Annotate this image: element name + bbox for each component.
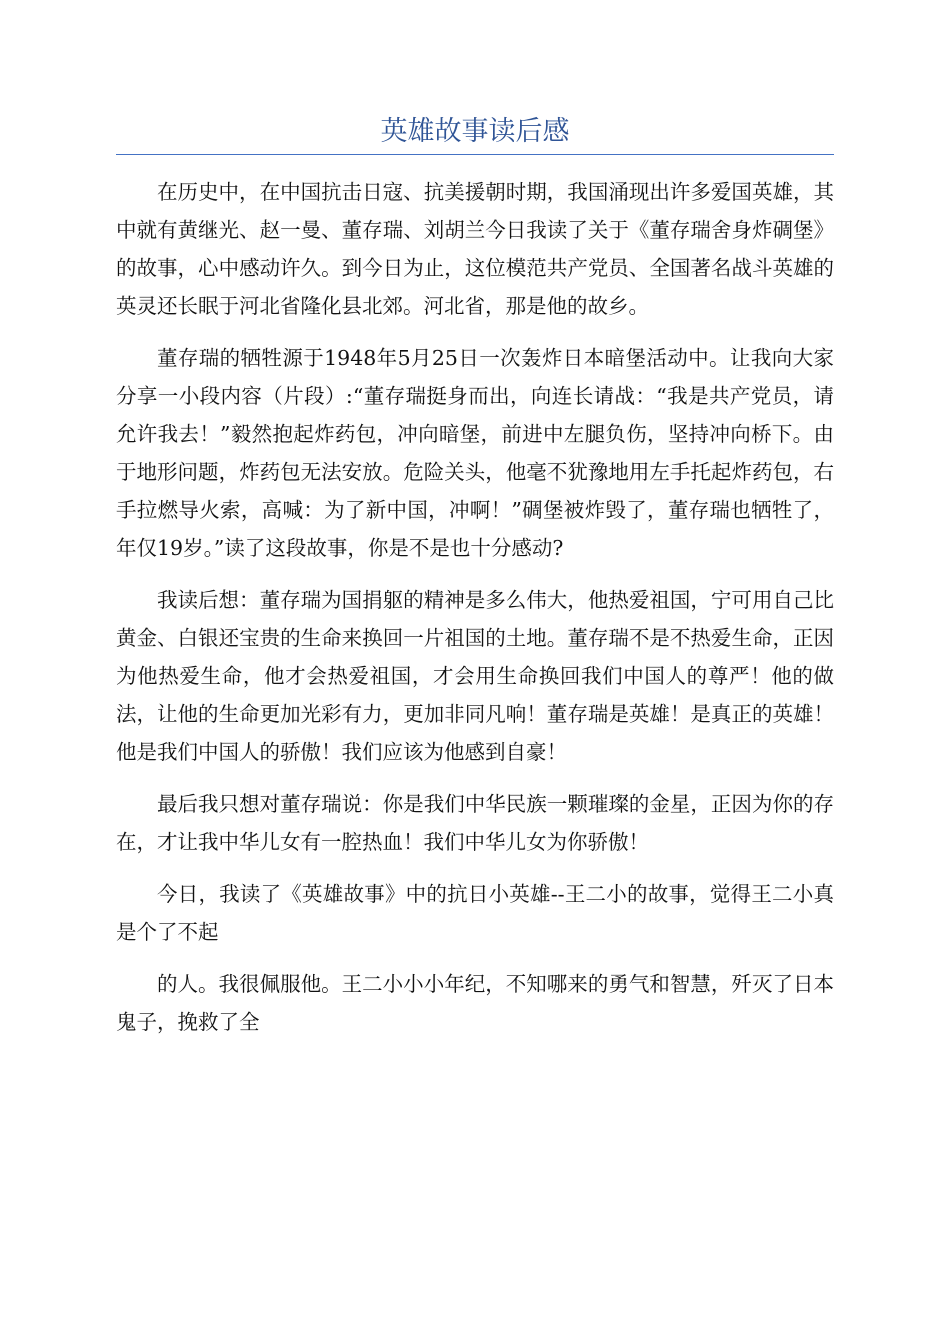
document-title: 英雄故事读后感 bbox=[380, 116, 570, 147]
paragraph-2: 董存瑞的牺牲源于1948年5月25日一次轰炸日本暗堡活动中。让我向大家分享一小段内容（片段）:“董存瑞挺身而出，向连长请战：“我是共产党员，请允许我去！”毅然抱起炸药包，冲向暗堡，前进中左腿负伤，坚持冲向桥下。由于地形问题，炸药包无法安放。危险关头，他毫不犹豫地用左手托起炸药包，右手拉燃导火索，高喊：为了新中国，冲啊！”碉堡被炸毁了，董存瑞也牺牲了，年仅19岁。”读了这段故事，你是不是也十分感动? bbox=[116, 346, 834, 560]
paragraph-5: 今日，我读了《英雄故事》中的抗日小英雄--王二小的故事，觉得王二小真是个了不起 bbox=[116, 882, 834, 944]
paragraph-1: 在历史中，在中国抗击日寇、抗美援朝时期，我国涌现出许多爱国英雄，其中就有黄继光、赵一曼、董存瑞、刘胡兰今日我读了关于《董存瑞舍身炸碉堡》的故事，心中感动许久。到今日为止，这位模范共产党员、全国著名战斗英雄的英灵还长眠于河北省隆化县北郊。河北省，那是他的故乡。 bbox=[116, 180, 834, 318]
title-underline bbox=[116, 154, 834, 155]
document-body bbox=[116, 173, 834, 1055]
paragraph-4: 最后我只想对董存瑞说：你是我们中华民族一颗璀璨的金星，正因为你的存在，才让我中华儿女有一腔热血！我们中华儿女为你骄傲！ bbox=[116, 792, 834, 854]
paragraph-3: 我读后想：董存瑞为国捐躯的精神是多么伟大，他热爱祖国，宁可用自己比黄金、白银还宝贵的生命来换回一片祖国的土地。董存瑞不是不热爱生命，正因为他热爱生命，他才会热爱祖国，才会用生命换回我们中国人的尊严！他的做法，让他的生命更加光彩有力，更加非同凡响！董存瑞是英雄！是真正的英雄！他是我们中国人的骄傲！我们应该为他感到自豪！ bbox=[116, 588, 834, 764]
paragraph-6: 的人。我很佩服他。王二小小小年纪，不知哪来的勇气和智慧，歼灭了日本鬼子，挽救了全 bbox=[116, 972, 834, 1034]
